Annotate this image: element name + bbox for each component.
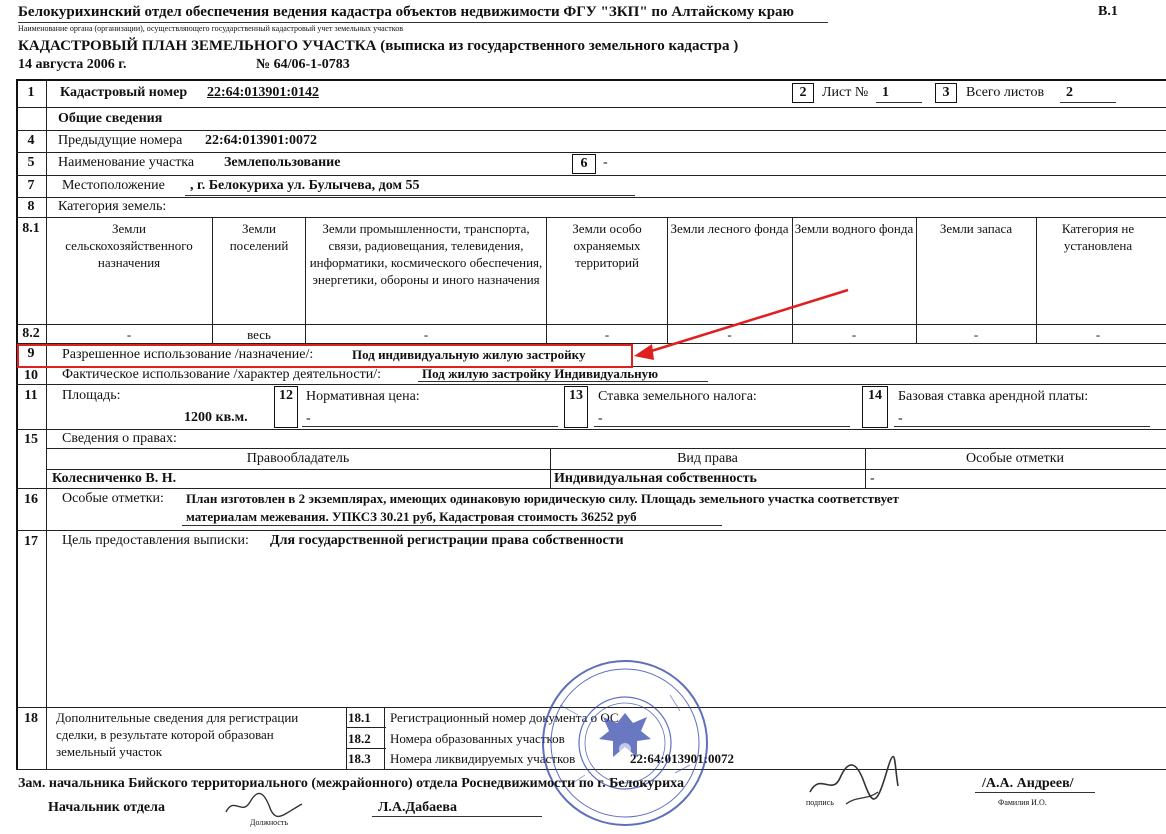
col-sep — [346, 707, 347, 769]
col-sep — [916, 217, 917, 343]
sheet-label: Лист № — [822, 85, 869, 100]
special-marks-label: Особые отметки: — [62, 491, 164, 506]
row-number: 15 — [24, 432, 38, 447]
row-number: 8.1 — [22, 221, 40, 236]
highlight-box — [17, 344, 633, 368]
row-sep — [16, 217, 1166, 218]
row-number: 10 — [24, 368, 38, 383]
land-category-label: Категория земель: — [58, 199, 167, 214]
deputy-name: /А.А. Андреев/ — [982, 776, 1074, 791]
sub-item-number: 18.2 — [348, 731, 371, 746]
row-number: 5 — [27, 155, 35, 170]
org-title: Белокурихинский отдел обеспечения ведения кадастра объектов недвижимости ФГУ "ЗКП" по Алтайскому краю — [18, 4, 794, 20]
rent-rate-label: Базовая ставка арендной платы: — [898, 389, 1089, 404]
permitted-use-label: Разрешенное использование /назначение/: — [62, 347, 314, 362]
row-number: 4 — [27, 133, 35, 148]
row-number: 16 — [24, 492, 38, 507]
row-sep — [16, 324, 1166, 325]
category-industry: Земли промышленности, транспорта, связи, радиовещания, телевидения, информатики, космического обеспечения, энергетики, обороны и иного назначения — [309, 221, 543, 287]
row-sep — [16, 530, 1166, 531]
rights-header-owner: Правообладатель — [246, 451, 350, 466]
fio-caption: Фамилия И.О. — [998, 798, 1047, 807]
land-tax-value: - — [598, 411, 603, 426]
field-box: 13 — [564, 386, 588, 428]
official-stamp-icon — [530, 655, 720, 831]
field-box: 6 — [572, 154, 596, 174]
signature-caption: подпись — [806, 798, 834, 807]
underline — [594, 426, 850, 427]
category-reserve: Земли запаса — [939, 221, 1013, 236]
col-sep — [546, 217, 547, 343]
category-value: - — [126, 327, 132, 342]
row-sep — [16, 152, 1166, 153]
doc-date: 14 августа 2006 г. — [18, 57, 127, 72]
underline — [1060, 102, 1116, 103]
previous-numbers-value: 22:64:013901:0072 — [205, 133, 317, 148]
category-settlements: Земли поселений — [229, 221, 289, 253]
sub-item-label: Номера образованных участков — [390, 731, 565, 746]
category-protected: Земли особо охраняемых территорий — [572, 221, 642, 270]
normative-price-value: - — [306, 411, 311, 426]
rights-label: Сведения о правах: — [62, 431, 177, 446]
purpose-value: Для государственной регистрации права собственности — [270, 533, 624, 548]
category-forest: Земли лесного фонда — [670, 221, 789, 236]
field-6-value: - — [603, 155, 608, 170]
field-box: 3 — [935, 83, 957, 103]
row-number: 9 — [27, 346, 35, 361]
field-box: 14 — [862, 386, 888, 428]
col-sep — [1036, 217, 1037, 343]
sub-item-label: Номера ликвидируемых участков — [390, 751, 576, 766]
row-sep — [16, 130, 1166, 131]
parcel-name-label: Наименование участка — [58, 155, 195, 170]
underline — [418, 381, 708, 382]
additional-info-label-2: сделки, в результате которой образован — [56, 727, 274, 742]
location-value: , г. Белокуриха ул. Булычева, дом 55 — [190, 178, 420, 193]
row-number: 8.2 — [22, 326, 40, 341]
row-number: 8 — [27, 199, 35, 214]
general-section-label: Общие сведения — [58, 111, 163, 126]
permitted-use-value: Под индивидуальную жилую застройку — [352, 347, 586, 362]
table-num-column-border — [46, 79, 47, 769]
deputy-line: Зам. начальника Бийского территориального (межрайонного) отдела Роснедвижимости по г. Белокуриха — [18, 776, 684, 791]
row-number: 11 — [24, 388, 38, 403]
doc-title: КАДАСТРОВЫЙ ПЛАН ЗЕМЕЛЬНОГО УЧАСТКА (выписка из государственного земельного кадастра ) — [18, 38, 739, 54]
total-sheets-label: Всего листов — [966, 85, 1045, 100]
sheet-value: 1 — [882, 85, 889, 100]
underline — [182, 525, 722, 526]
additional-info-label-1: Дополнительные сведения для регистрации — [56, 710, 299, 725]
rent-rate-value: - — [898, 411, 903, 426]
rights-header-type: Вид права — [677, 451, 738, 466]
col-sep — [212, 217, 213, 343]
position-caption: Должность — [250, 818, 289, 827]
org-caption: Наименование органа (организации), осуществляющего государственный кадастровый учет земельных участков — [18, 24, 403, 33]
category-water: Земли водного фонда — [794, 221, 914, 236]
row-sep — [346, 748, 386, 749]
category-not-set: Категория не установлена — [1061, 221, 1135, 253]
row-sep — [16, 384, 1166, 385]
row-sep — [46, 448, 1166, 449]
table-top-border — [16, 79, 1166, 81]
underline — [302, 426, 558, 427]
total-sheets-value: 2 — [1066, 85, 1073, 100]
row-number: 18 — [24, 711, 38, 726]
location-label: Местоположение — [62, 178, 165, 193]
category-value: - — [604, 327, 610, 342]
field-box: 2 — [792, 83, 814, 103]
additional-info-label-3: земельный участок — [56, 744, 163, 759]
row-sep — [16, 197, 1166, 198]
land-tax-label: Ставка земельного налога: — [598, 389, 757, 404]
rights-owner: Колесниченко В. Н. — [52, 471, 177, 486]
row-sep — [16, 429, 1166, 430]
category-value: - — [727, 327, 732, 342]
signature-icon — [222, 790, 308, 820]
org-title-underline — [18, 22, 828, 23]
col-sep — [305, 217, 306, 343]
rights-type: Индивидуальная собственность — [554, 471, 757, 486]
sub-item-label: Регистрационный номер документа о ОС — [390, 710, 619, 725]
row-number: 7 — [27, 178, 35, 193]
category-agricultural: Земли сельскохозяйственного назначения — [65, 221, 193, 270]
liquidated-parcel-number: 22:64:013901:0072 — [630, 751, 734, 766]
cadastral-number-label: Кадастровый номер — [60, 85, 188, 100]
cadastral-number-value: 22:64:013901:0142 — [207, 85, 319, 100]
underline — [876, 102, 922, 103]
rights-header-marks: Особые отметки — [966, 451, 1064, 466]
special-marks-line1: План изготовлен в 2 экземплярах, имеющих одинаковую юридическую силу. Площадь земельного участка соответствует — [186, 491, 899, 506]
row-sep — [16, 107, 1166, 108]
highlight-arrow-icon — [620, 280, 860, 370]
underline — [372, 816, 542, 817]
category-value: - — [1095, 327, 1101, 342]
actual-use-value: Под жилую застройку Индивидуальную — [422, 366, 659, 381]
normative-price-label: Нормативная цена: — [306, 389, 420, 404]
special-marks-line2: материалам межевания. УПКСЗ 30.21 руб, Кадастровая стоимость 36252 руб — [186, 509, 637, 524]
underline — [185, 195, 635, 196]
row-sep — [346, 727, 386, 728]
previous-numbers-label: Предыдущие номера — [58, 133, 183, 148]
row-sep — [16, 175, 1166, 176]
sub-item-number: 18.1 — [348, 710, 371, 725]
actual-use-label: Фактическое использование /характер деятельности/: — [62, 367, 381, 382]
area-label: Площадь: — [62, 388, 121, 403]
category-value: - — [423, 327, 429, 342]
form-code: В.1 — [1098, 4, 1118, 19]
row-number: 17 — [24, 534, 38, 549]
row-number: 1 — [27, 85, 35, 100]
underline — [894, 426, 1150, 427]
head-label: Начальник отдела — [48, 800, 165, 815]
row-sep — [16, 488, 1166, 489]
rights-marks: - — [870, 471, 875, 486]
category-value: - — [973, 327, 979, 342]
doc-number: № 64/06-1-0783 — [256, 57, 350, 72]
row-sep — [46, 469, 1166, 470]
area-value: 1200 кв.м. — [184, 410, 248, 425]
col-sep — [384, 707, 385, 769]
field-box: 12 — [274, 386, 298, 428]
head-name: Л.А.Дабаева — [378, 800, 457, 815]
category-value: - — [851, 327, 857, 342]
category-value: весь — [247, 327, 271, 342]
sub-item-number: 18.3 — [348, 751, 371, 766]
parcel-name-value: Землепользование — [224, 155, 341, 170]
underline — [975, 792, 1095, 793]
purpose-label: Цель предоставления выписки: — [62, 533, 249, 548]
